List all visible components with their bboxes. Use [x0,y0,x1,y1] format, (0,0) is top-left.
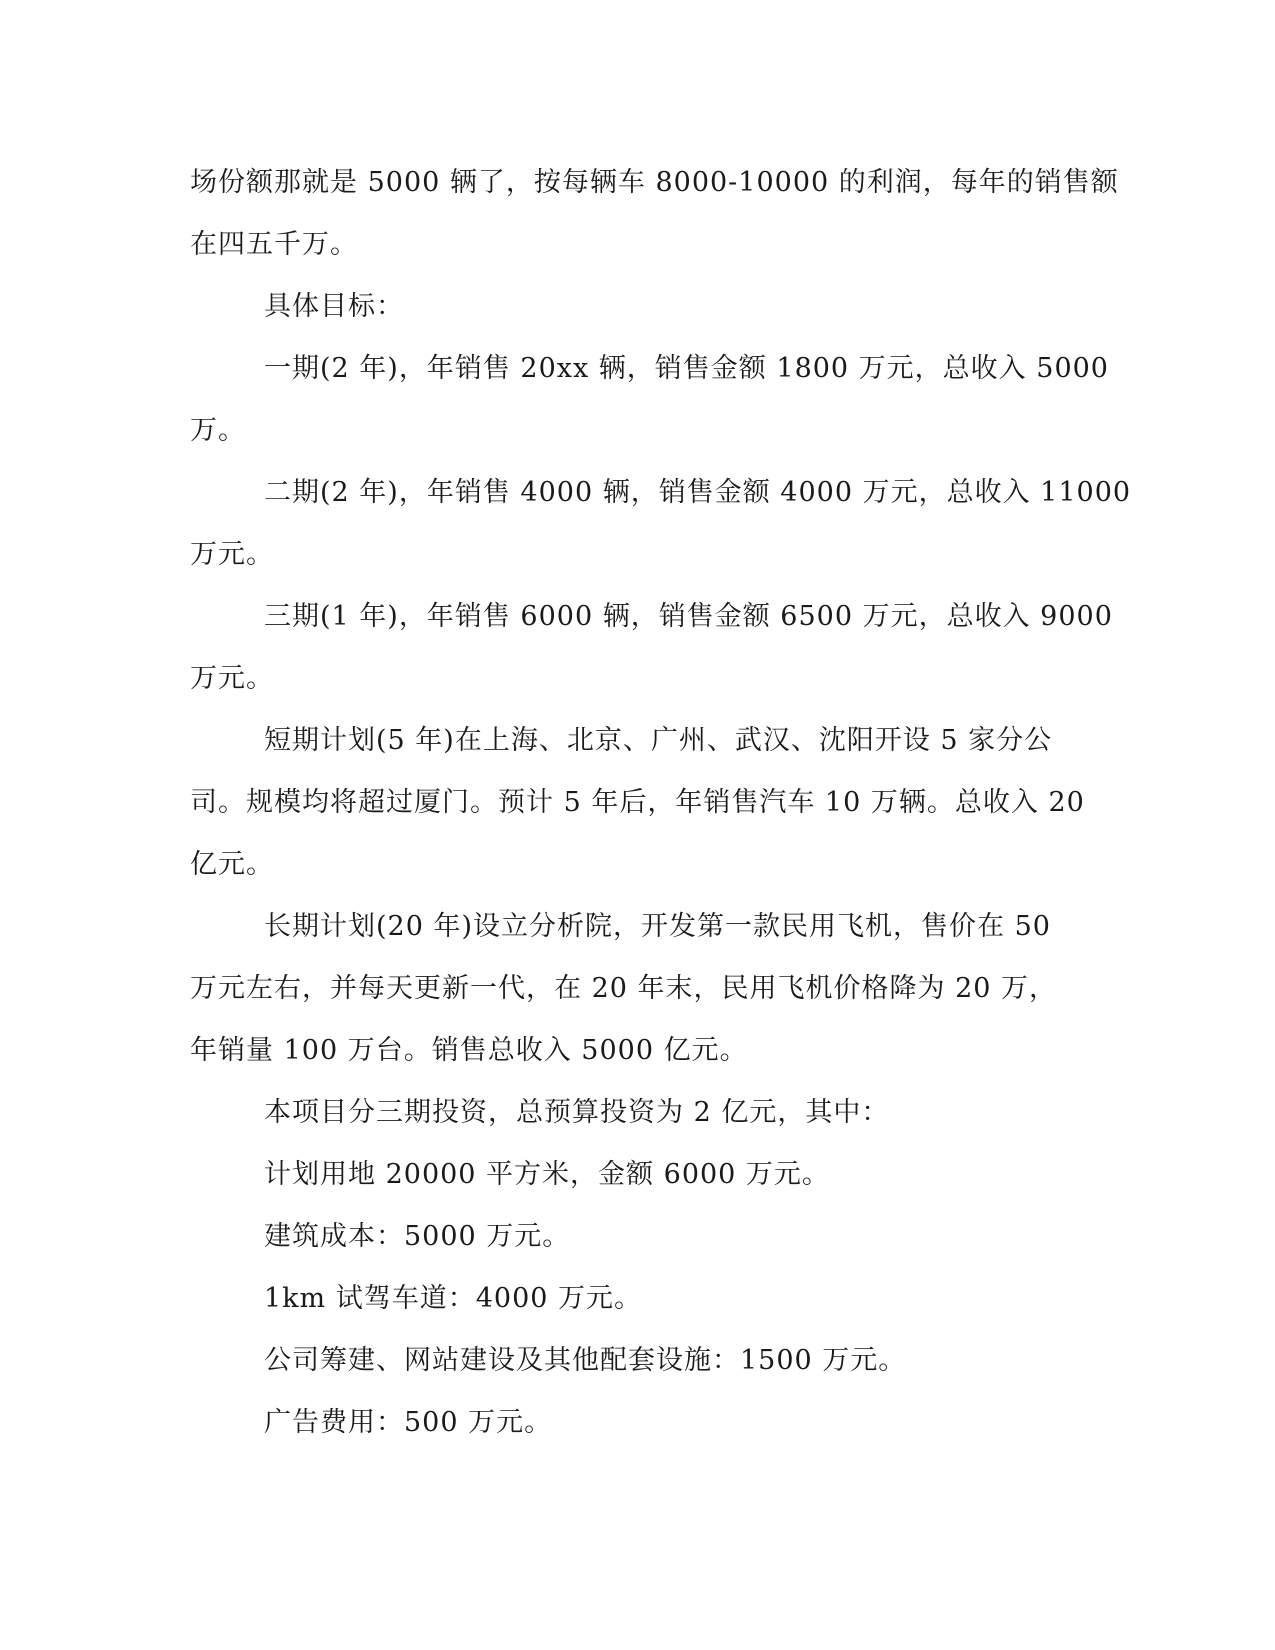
text-line: 场份额那就是 5000 辆了，按每辆车 8000-10000 的利润，每年的销售额 [190,167,1119,198]
text-line: 1km 试驾车道：4000 万元。 [264,1283,643,1314]
text-line: 短期计划(5 年)在上海、北京、广州、武汉、沈阳开设 5 家分公 [264,725,1053,756]
text-line: 计划用地 20000 平方米，金额 6000 万元。 [264,1159,830,1190]
text-line: 司。规模均将超过厦门。预计 5 年后，年销售汽车 10 万辆。总收入 20 [190,787,1085,818]
text-line: 亿元。 [190,849,274,880]
text-line: 长期计划(20 年)设立分析院，开发第一款民用飞机，售价在 50 [264,911,1051,942]
text-line: 广告费用：500 万元。 [264,1407,553,1438]
text-line: 本项目分三期投资，总预算投资为 2 亿元，其中： [264,1097,890,1128]
document-body [190,152,1132,1454]
text-line: 万元左右，并每天更新一代，在 20 年末，民用飞机价格降为 20 万， [190,973,1058,1004]
text-line: 万。 [190,415,246,446]
text-line: 三期(1 年)，年销售 6000 辆，销售金额 6500 万元，总收入 9000 [264,601,1113,632]
text-line: 在四五千万。 [190,229,358,260]
text-line: 公司筹建、网站建设及其他配套设施：1500 万元。 [264,1345,907,1376]
text-line: 年销量 100 万台。销售总收入 5000 亿元。 [190,1035,748,1066]
text-line: 具体目标： [264,291,404,322]
text-line: 万元。 [190,539,274,570]
text-line: 一期(2 年)，年销售 20xx 辆，销售金额 1800 万元，总收入 5000 [264,353,1109,384]
text-line: 二期(2 年)，年销售 4000 辆，销售金额 4000 万元，总收入 11000 [264,477,1132,508]
text-line: 建筑成本：5000 万元。 [264,1221,571,1252]
text-line: 万元。 [190,663,274,694]
